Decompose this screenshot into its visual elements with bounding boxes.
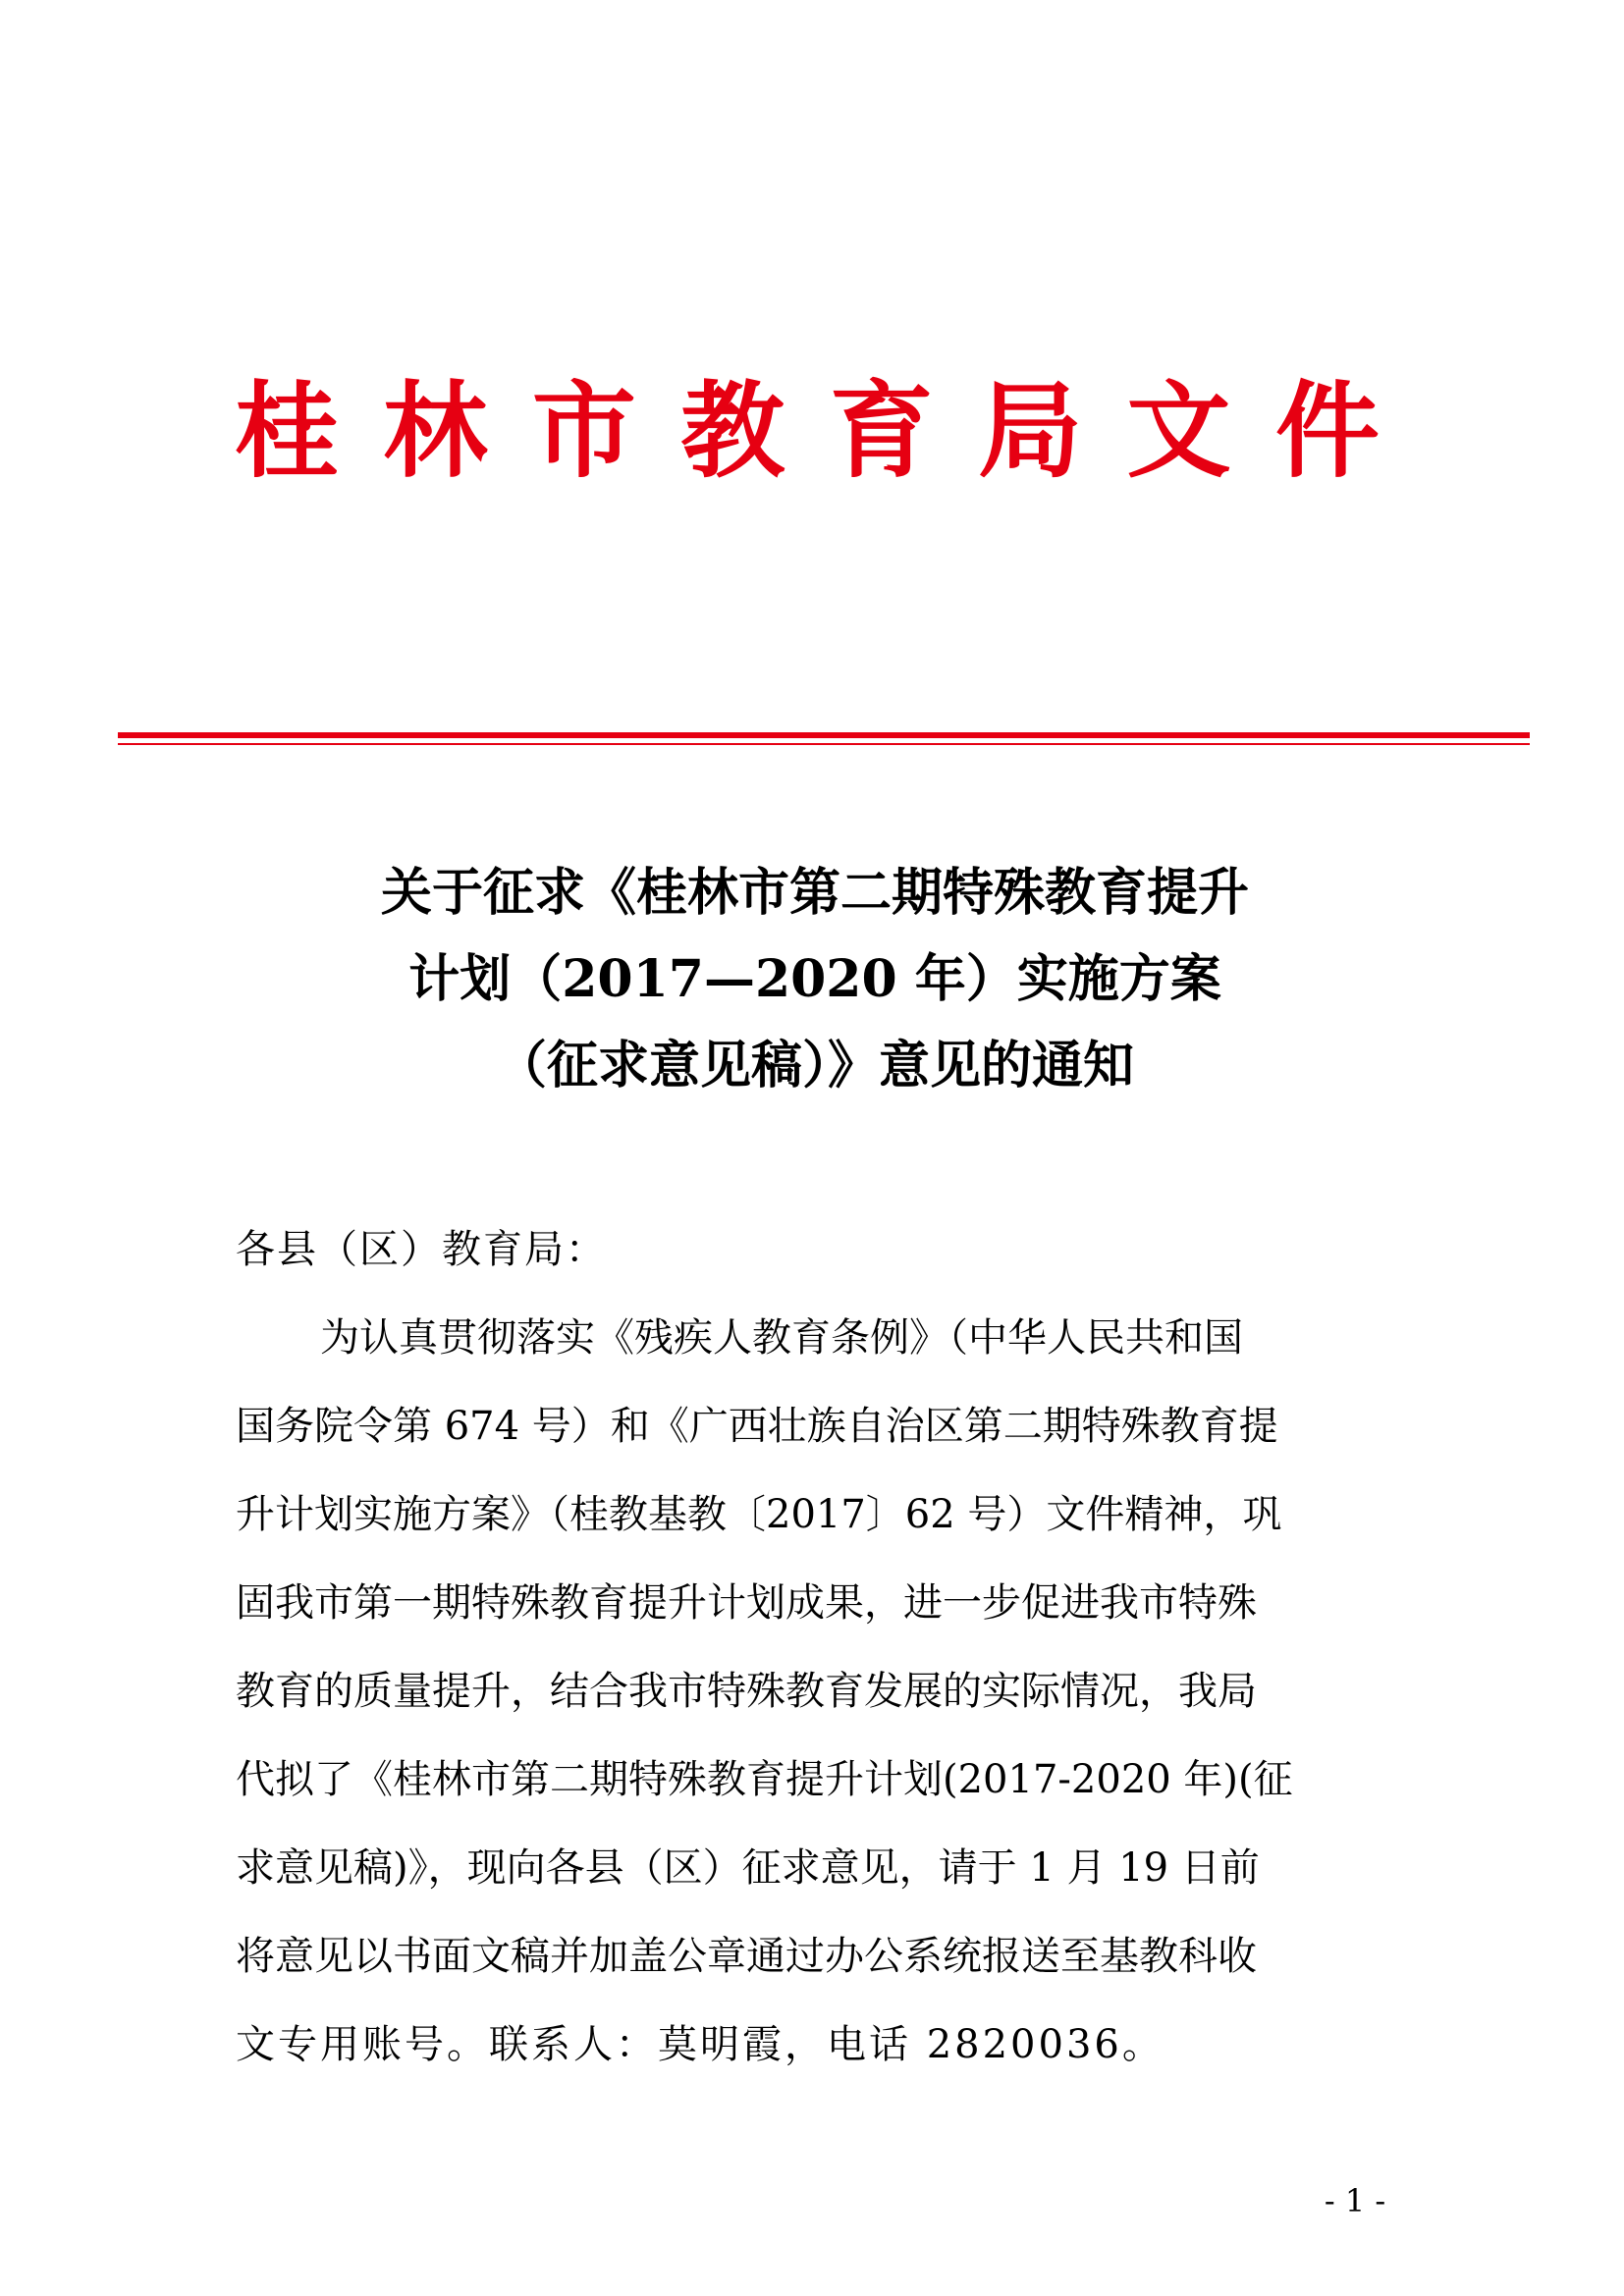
masthead-char: 件 xyxy=(1274,371,1380,492)
masthead-char: 教 xyxy=(680,371,785,492)
body-line: 求意见稿)》，现向各县（区）征求意见，请于 1 月 19 日前 xyxy=(236,1845,1260,1891)
masthead-char: 桂 xyxy=(235,371,339,492)
body-line: 文专用账号。联系人：莫明霞，电话 2820036。 xyxy=(236,2022,1164,2067)
body-line: 升计划实施方案》（桂教基教〔2017〕62 号）文件精神，巩 xyxy=(236,1492,1282,1537)
body-line: 为认真贯彻落实《残疾人教育条例》（中华人民共和国 xyxy=(320,1315,1243,1361)
title-line: 计划（2017—2020 年）实施方案 xyxy=(408,949,1221,1009)
body-line: 教育的质量提升，结合我市特殊教育发展的实际情况，我局 xyxy=(236,1669,1257,1714)
masthead-char: 林 xyxy=(383,371,488,492)
body-line: 国务院令第 674 号）和《广西壮族自治区第二期特殊教育提 xyxy=(236,1404,1278,1449)
masthead-char: 局 xyxy=(978,371,1083,492)
masthead-char: 育 xyxy=(829,371,934,492)
body-line: 代拟了《桂林市第二期特殊教育提升计划(2017-2020 年)(征 xyxy=(236,1757,1293,1802)
body-line: 将意见以书面文稿并加盖公章通过办公系统报送至基教科收 xyxy=(236,1934,1257,1979)
body-line: 固我市第一期特殊教育提升计划成果，进一步促进我市特殊 xyxy=(236,1580,1257,1626)
title-line: 关于征求《桂林市第二期特殊教育提升 xyxy=(380,863,1249,923)
salutation: 各县（区）教育局： xyxy=(236,1227,607,1272)
masthead-char: 文 xyxy=(1126,371,1231,492)
document-masthead xyxy=(228,363,1386,501)
document-title xyxy=(236,850,1394,1109)
red-divider-thick xyxy=(118,732,1530,738)
red-divider-thin xyxy=(118,743,1530,745)
title-line: （征求意见稿）》意见的通知 xyxy=(495,1036,1134,1095)
masthead-char: 市 xyxy=(531,371,636,492)
body-paragraph xyxy=(236,1294,1386,2089)
page-number: - 1 - xyxy=(1324,2182,1386,2219)
